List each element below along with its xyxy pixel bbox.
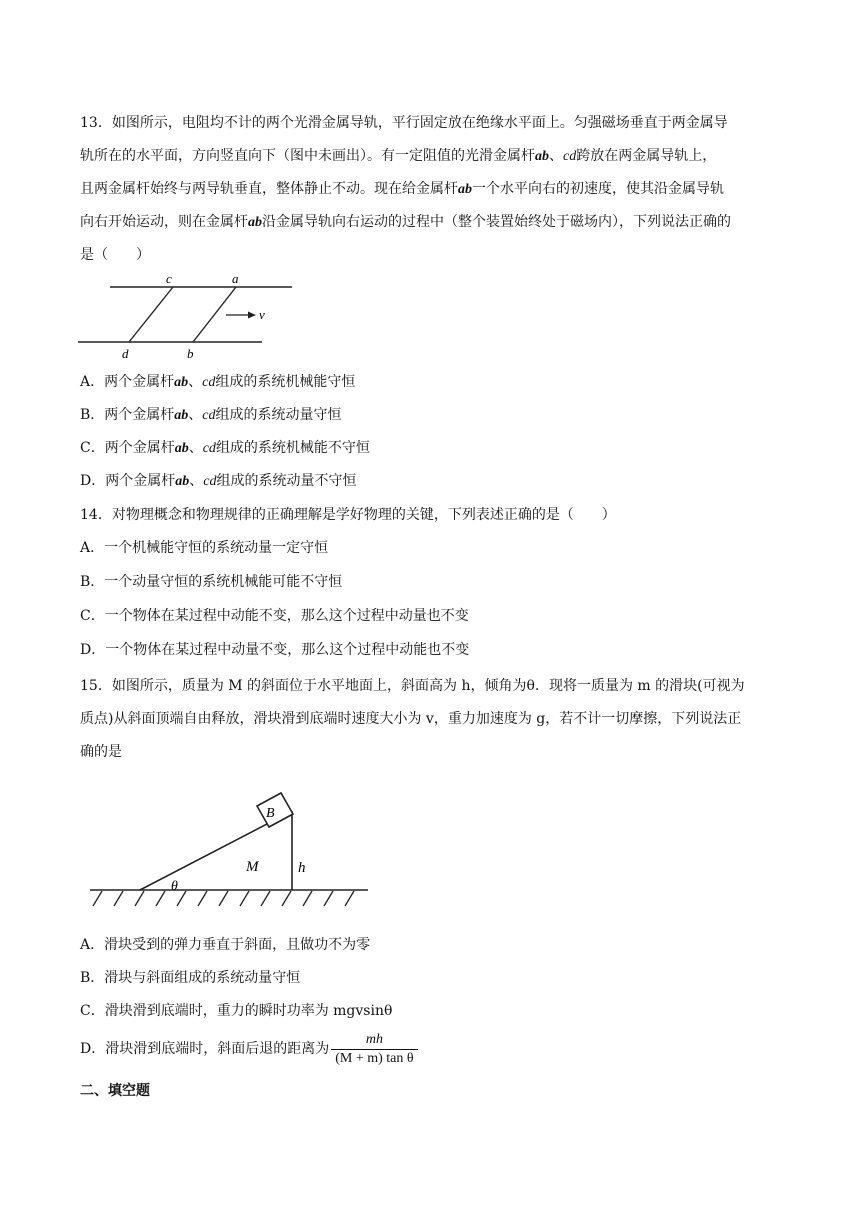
separator: 、 xyxy=(188,440,203,456)
label-b: b xyxy=(187,346,194,361)
rod-ab-label: ab xyxy=(174,408,189,423)
q13-option-a xyxy=(80,372,355,393)
q13-line-5: 是（ ） xyxy=(80,247,150,263)
label-v: v xyxy=(259,307,265,322)
rod-cd xyxy=(129,287,173,342)
option-prefix: D．两个金属杆 xyxy=(80,473,176,489)
q13-option-b xyxy=(80,405,342,426)
separator: 、 xyxy=(189,473,204,489)
separator: 、 xyxy=(188,407,203,423)
fraction-numerator: mh xyxy=(331,1031,417,1050)
rod-cd-label: cd xyxy=(203,474,217,489)
q13-line-3-text: 且两金属杆始终与两导轨垂直，整体静止不动。现在给金属杆 xyxy=(80,181,458,197)
separator: 、 xyxy=(549,148,563,164)
q15-line-2: 质点)从斜面顶端自由释放，滑块滑到底端时速度大小为 v，重力加速度为 g，若不计一切摩擦，下列说法正 xyxy=(80,711,742,727)
rod-ab-label: ab xyxy=(458,182,472,197)
label-c: c xyxy=(166,271,172,286)
rod-cd-label: cd xyxy=(202,408,216,423)
q13-line-3-rest: 一个水平向右的初速度，使其沿金属导轨 xyxy=(472,181,724,197)
q13-option-d xyxy=(80,471,356,492)
q14-option-c: C．一个物体在某过程中动能不变，那么这个过程中动量也不变 xyxy=(80,608,469,624)
q13-line-2 xyxy=(80,146,716,167)
q14-stem: 14．对物理概念和物理规律的正确理解是学好物理的关键，下列表述正确的是（ ） xyxy=(80,507,616,523)
rod-ab-label: ab xyxy=(175,474,190,489)
option-text: 组成的系统动量守恒 xyxy=(215,407,342,423)
arrow-head-icon xyxy=(248,312,256,319)
option-text: 组成的系统动量不守恒 xyxy=(216,473,357,489)
q15-line-1: 15．如图所示，质量为 M 的斜面位于水平地面上，斜面高为 h，倾角为θ．现将一质量为 m 的滑块(可视为 xyxy=(80,678,745,694)
q13-line-4 xyxy=(80,212,731,233)
label-a: a xyxy=(232,271,239,286)
option-text: 组成的系统机械能不守恒 xyxy=(215,440,370,456)
rod-ab-label: ab xyxy=(174,375,189,390)
q15-line-3: 确的是 xyxy=(80,744,122,760)
q15-option-a: A．滑块受到的弹力垂直于斜面，且做功不为零 xyxy=(80,937,371,953)
q15-option-c: C．滑块滑到底端时，重力的瞬时功率为 mgvsinθ xyxy=(80,1003,393,1019)
option-prefix: A．两个金属杆 xyxy=(80,374,175,390)
option-prefix: D．滑块滑到底端时，斜面后退的距离为 xyxy=(80,1041,330,1057)
separator: 、 xyxy=(188,374,203,390)
q13-line-3 xyxy=(80,179,724,200)
q13-line-1: 13．如图所示，电阻均不计的两个光滑金属导轨，平行固定放在绝缘水平面上。匀强磁场垂直于两金属导 xyxy=(80,115,728,131)
ground-hatching xyxy=(93,891,354,906)
rod-cd-label: cd xyxy=(202,441,216,456)
q13-line-2-text: 轨所在的水平面，方向竖直向下（图中未画出）。有一定阻值的光滑金属杆 xyxy=(80,148,535,164)
q13-line-4-text: 向右开始运动，则在金属杆 xyxy=(80,214,248,230)
rod-ab-label: ab xyxy=(174,441,189,456)
q14-option-a: A．一个机械能守恒的系统动量一定守恒 xyxy=(80,540,329,556)
q13-line-2-rest: 跨放在两金属导轨上， xyxy=(576,148,717,164)
option-text: 组成的系统机械能守恒 xyxy=(215,374,356,390)
rod-ab-label: ab xyxy=(535,149,549,164)
rod-cd-label: cd xyxy=(563,149,577,164)
q13-line-4-rest: 沿金属导轨向右运动的过程中（整个装置始终处于磁场内），下列说法正确的 xyxy=(262,214,731,230)
label-d: d xyxy=(122,346,129,361)
rod-ab-label: ab xyxy=(248,215,262,230)
distance-fraction xyxy=(331,1031,417,1068)
label-mass-m: M xyxy=(246,859,259,875)
label-angle-theta: θ xyxy=(171,879,178,894)
q15-option-b: B．滑块与斜面组成的系统动量守恒 xyxy=(80,970,301,986)
label-block-b: B xyxy=(266,806,275,821)
rails-figure xyxy=(76,270,300,365)
incline-figure xyxy=(86,782,376,914)
q13-option-c xyxy=(80,438,370,459)
slider-block xyxy=(257,793,293,827)
option-prefix: B．两个金属杆 xyxy=(80,407,175,423)
q14-option-b: B．一个动量守恒的系统机械能可能不守恒 xyxy=(80,574,343,590)
fraction-denominator: (M + m) tan θ xyxy=(335,1050,414,1066)
q15-option-d xyxy=(80,1030,418,1068)
rod-cd-label: cd xyxy=(202,375,216,390)
q14-option-d: D．一个物体在某过程中动量不变，那么这个过程中动能也不变 xyxy=(80,642,470,658)
option-prefix: C．两个金属杆 xyxy=(80,440,175,456)
label-height-h: h xyxy=(298,860,306,876)
section-heading-fill-in: 二、填空题 xyxy=(80,1083,150,1099)
